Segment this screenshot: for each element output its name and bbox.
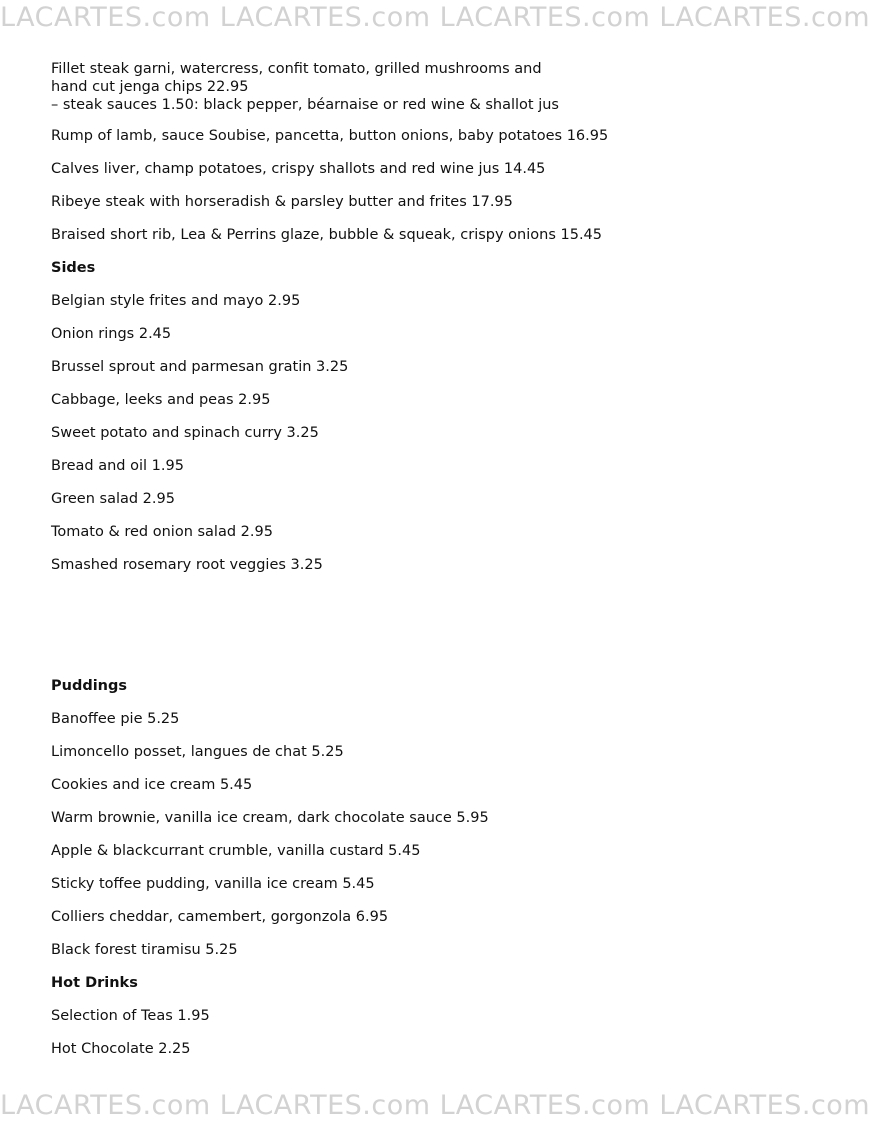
- section-heading-hot-drinks: Hot Drinks: [51, 975, 138, 991]
- menu-item: Apple & blackcurrant crumble, vanilla custard 5.45: [51, 843, 421, 859]
- menu-item: Calves liver, champ potatoes, crispy shallots and red wine jus 14.45: [51, 161, 546, 177]
- menu-item: Tomato & red onion salad 2.95: [51, 524, 273, 540]
- menu-item: Black forest tiramisu 5.25: [51, 942, 238, 958]
- menu-item: Bread and oil 1.95: [51, 458, 184, 474]
- menu-item: Banoffee pie 5.25: [51, 711, 180, 727]
- menu-item: Ribeye steak with horseradish & parsley butter and frites 17.95: [51, 194, 513, 210]
- watermark-top: LACARTES.com LACARTES.com LACARTES.com LACARTES.com: [0, 2, 870, 33]
- menu-item: Smashed rosemary root veggies 3.25: [51, 557, 323, 573]
- menu-item-fillet-steak: [51, 60, 831, 114]
- menu-item: Colliers cheddar, camembert, gorgonzola 6.95: [51, 909, 389, 925]
- menu-item: Cookies and ice cream 5.45: [51, 777, 253, 793]
- menu-item: Brussel sprout and parmesan gratin 3.25: [51, 359, 349, 375]
- menu-item: Selection of Teas 1.95: [51, 1008, 210, 1024]
- menu-item-line: – steak sauces 1.50: black pepper, béarnaise or red wine & shallot jus: [51, 97, 559, 113]
- menu-item: Limoncello posset, langues de chat 5.25: [51, 744, 344, 760]
- menu-item: Green salad 2.95: [51, 491, 175, 507]
- menu-item: Warm brownie, vanilla ice cream, dark chocolate sauce 5.95: [51, 810, 489, 826]
- menu-item-line: Fillet steak garni, watercress, confit tomato, grilled mushrooms and: [51, 61, 542, 77]
- section-heading-sides: Sides: [51, 260, 96, 276]
- menu-item: Cabbage, leeks and peas 2.95: [51, 392, 271, 408]
- section-heading-puddings: Puddings: [51, 678, 128, 694]
- menu-item: Braised short rib, Lea & Perrins glaze, bubble & squeak, crispy onions 15.45: [51, 227, 602, 243]
- menu-item-line: hand cut jenga chips 22.95: [51, 79, 249, 95]
- menu-item: Belgian style frites and mayo 2.95: [51, 293, 301, 309]
- menu-item: Hot Chocolate 2.25: [51, 1041, 191, 1057]
- menu-item: Sweet potato and spinach curry 3.25: [51, 425, 319, 441]
- menu-content: [51, 60, 831, 1073]
- menu-item: Onion rings 2.45: [51, 326, 172, 342]
- section-spacer: [51, 589, 831, 677]
- menu-item: Rump of lamb, sauce Soubise, pancetta, button onions, baby potatoes 16.95: [51, 128, 609, 144]
- watermark-bottom: LACARTES.com LACARTES.com LACARTES.com LACARTES.com: [0, 1090, 870, 1121]
- menu-item: Sticky toffee pudding, vanilla ice cream 5.45: [51, 876, 375, 892]
